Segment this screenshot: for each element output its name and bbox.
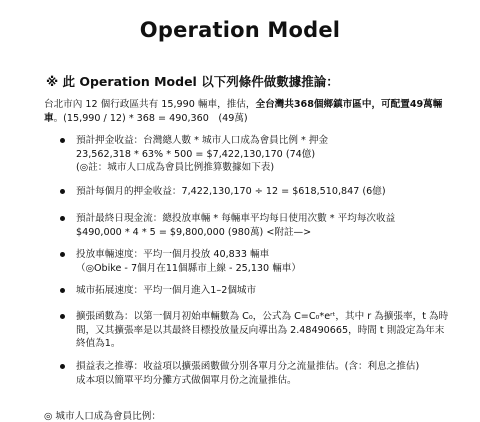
intro-text: 。(15,990 / 12) * 368 = 490,360 (49萬) <box>53 113 248 124</box>
bullet-line: 預計每個月的押金收益：7,422,130,170 ÷ 12 = $618,510,847 (6億) <box>76 186 386 197</box>
bullet-line: 預計最終日現金流：總投放車輛 * 每輛車平均每日使用次數 * 平均每次收益 <box>76 213 396 224</box>
bullet-line: 預計押金收益：台灣總人數 * 城市人口成為會員比例 * 押金 <box>76 135 329 146</box>
bullet-dot-icon <box>60 138 65 143</box>
bullet-dot-icon <box>60 252 65 257</box>
bullet-line: $490,000 * 4 * 5 = $9,800,000 (980萬) <附註—> <box>76 226 312 238</box>
intro-text: 台北市內 12 個行政區共有 15,990 輛車，推估， <box>44 99 256 110</box>
section-subheading: ※ 此 Operation Model 以下列條件做數據推論： <box>46 74 339 89</box>
bullet-line: 成本項以簡單平均分攤方式做個單月份之流量推估。 <box>76 374 297 386</box>
bullet-line: 終值為1。 <box>76 338 121 349</box>
bullet-dot-icon <box>60 314 65 319</box>
bullet-dot-icon <box>60 288 65 293</box>
intro-bold-text: 全台灣共368個鄉鎮市區中，可配置49萬輛 <box>255 99 443 110</box>
bullet-dot-icon <box>60 216 65 221</box>
bullet-line: 擴張函數為：以第一個月初始車輛數為 C₀，公式為 C=C₀*eʳᵗ，其中 r 為擴張率，t 為時 <box>76 311 449 322</box>
intro-line-2 <box>44 112 464 126</box>
intro-bold-text: 車 <box>44 113 54 124</box>
bullet-line: （◎Obike - 7個月在11個縣市上線 - 25,130 輛車） <box>76 262 301 274</box>
bullet-line: 23,562,318 * 63% * 500 = $7,422,130,170 (74億) <box>76 148 316 160</box>
bullet-line: 投放車輛速度：平均一個月投放 40,833 輛車 <box>76 249 270 260</box>
bullet-line: 損益表之推導：收益項以擴張函數做分別各單月分之流量推估。(含：利息之推估) <box>76 361 420 372</box>
bullet-dot-icon <box>60 364 65 369</box>
bullet-dot-icon <box>60 189 65 194</box>
page-title: Operation Model <box>139 18 341 42</box>
bullet-line: 間，又其擴張率是以其最終目標投放量反向導出為 2.48490665，時間 t 則設定為年末 <box>76 324 445 336</box>
intro-paragraph <box>44 98 464 126</box>
footer-note: ◎ 城市人口成為會員比例： <box>44 411 161 422</box>
bullet-line: (◎註：城市人口成為會員比例推算數據如下表) <box>76 162 275 173</box>
bullet-line: 城市拓展速度：平均一個月進入1–2個城市 <box>76 285 257 296</box>
intro-line-1 <box>44 98 464 112</box>
